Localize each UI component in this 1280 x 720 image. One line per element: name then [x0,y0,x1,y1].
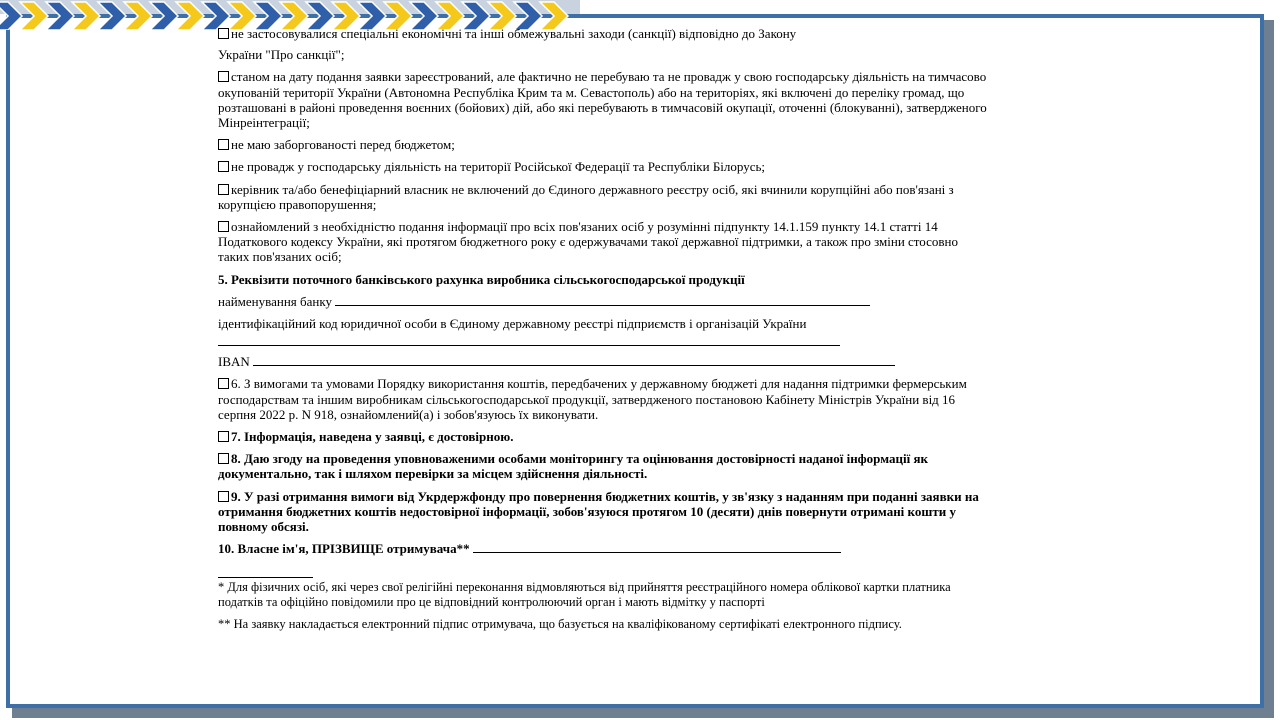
recipient-name-field[interactable] [473,541,841,553]
edrpou-label: ідентифікаційний код юридичної особи в Єдиному державному реєстрі підприємств і організацій України [218,316,807,332]
checkbox[interactable] [218,184,229,195]
footnote-1: * Для фізичних осіб, які через свої релігійні переконання відмовляються від прийняття реєстраційного номера облікової картки платника податків та офіційно повідомили про це відповідний контролюючий орган і мають відмітку у паспорті [218,580,951,610]
checkbox[interactable] [218,378,229,389]
checkbox-item-6: 6. З вимогами та умовами Порядку використання коштів, передбачених у державному бюджеті для надання підтримки фермерським господарствам та іншим виробникам сільськогосподарської продукції, затвердженого постановою Кабінету Міністрів України від 16 серпня 2022 р. N 918, ознайомлений(а) і зобов'язуюсь їх виконувати. [218,376,967,422]
checkbox-item-corruption-register: керівник та/або бенефіціарний власник не включений до Єдиного державного реєстру осіб, які вчинили корупційні або пов'язані з корупцією правопорушення; [218,181,954,212]
footnote-2: ** На заявку накладається електронний підпис отримувача, що базується на кваліфікованому сертифікаті електронного підпису. [218,617,902,632]
section-5-title: 5. Реквізити поточного банківського рахунка виробника сільськогосподарської продукції [218,271,745,287]
checkbox[interactable] [218,453,229,464]
checkbox-item-7: 7. Інформація, наведена у заявці, є достовірною. [218,429,988,444]
edrpou-field[interactable] [218,331,840,346]
bank-name-row: найменування банку [218,294,988,309]
checkbox-item-no-debt: не маю заборгованості перед бюджетом; [218,137,988,152]
checkbox-item-related-persons: ознайомлений з необхідністю подання інформації про всіх пов'язаних осіб у розумінні підпункту 14.1.159 пункту 14.1 статті 14 Податкового кодексу України, які протягом бюджетного року є одержувачами такої державної підтримки, а також про зміни стосовно таких пов'язаних осіб; [218,219,958,265]
item-10-row: 10. Власне ім'я, ПРІЗВИЩЕ отримувача** [218,541,988,556]
checkbox-item-occupied-territory: станом на дату подання заявки зареєстрований, але фактично не перебуваю та не провадж у свою господарську діяльність на тимчасово окупованій території України (Автономна Республіка Крим та м. Севастополь) або на територіях, які включені до переліку громад, що розташовані в районі проведення воєнних (бойових) дій, або які перебувають в тимчасовій окупації, оточенні (блокуванні), затвердженого Мінреінтеграції; [218,69,987,131]
checkbox[interactable] [218,139,229,150]
iban-field[interactable] [253,354,895,366]
checkbox-item-9: 9. У разі отримання вимоги від Укрдержфонду про повернення бюджетних коштів, у зв'язку з наданням при поданні заявки на отримання бюджетних коштів недостовірної інформації, зобов'язуюся протягом 10 (десяти) днів повернути отримані кошти у повному обсязі. [218,488,979,535]
checkbox[interactable] [218,71,229,82]
checkbox[interactable] [218,28,229,39]
checkbox-item-8: 8. Даю згоду на проведення уповноваженими особами моніторингу та оцінювання достовірності наданої інформації як документально, так і шляхом перевірки за місцем здійснення діяльності. [218,451,928,482]
checkbox[interactable] [218,161,229,172]
checkbox-item-no-activity-rf-rb: не провадж у господарську діяльність на території Російської Федерації та Республіки Білорусь; [218,159,988,174]
footnote-separator [218,563,313,578]
bank-name-field[interactable] [335,294,870,306]
checkbox[interactable] [218,221,229,232]
checkbox-item-sanctions: не застосовувалися спеціальні економічні та інші обмежувальні заходи (санкції) відповідно до Закону України "Про санкції"; [218,26,797,63]
checkbox[interactable] [218,431,229,442]
document-content [218,26,988,639]
checkbox[interactable] [218,491,229,502]
iban-row: IBAN [218,354,988,369]
